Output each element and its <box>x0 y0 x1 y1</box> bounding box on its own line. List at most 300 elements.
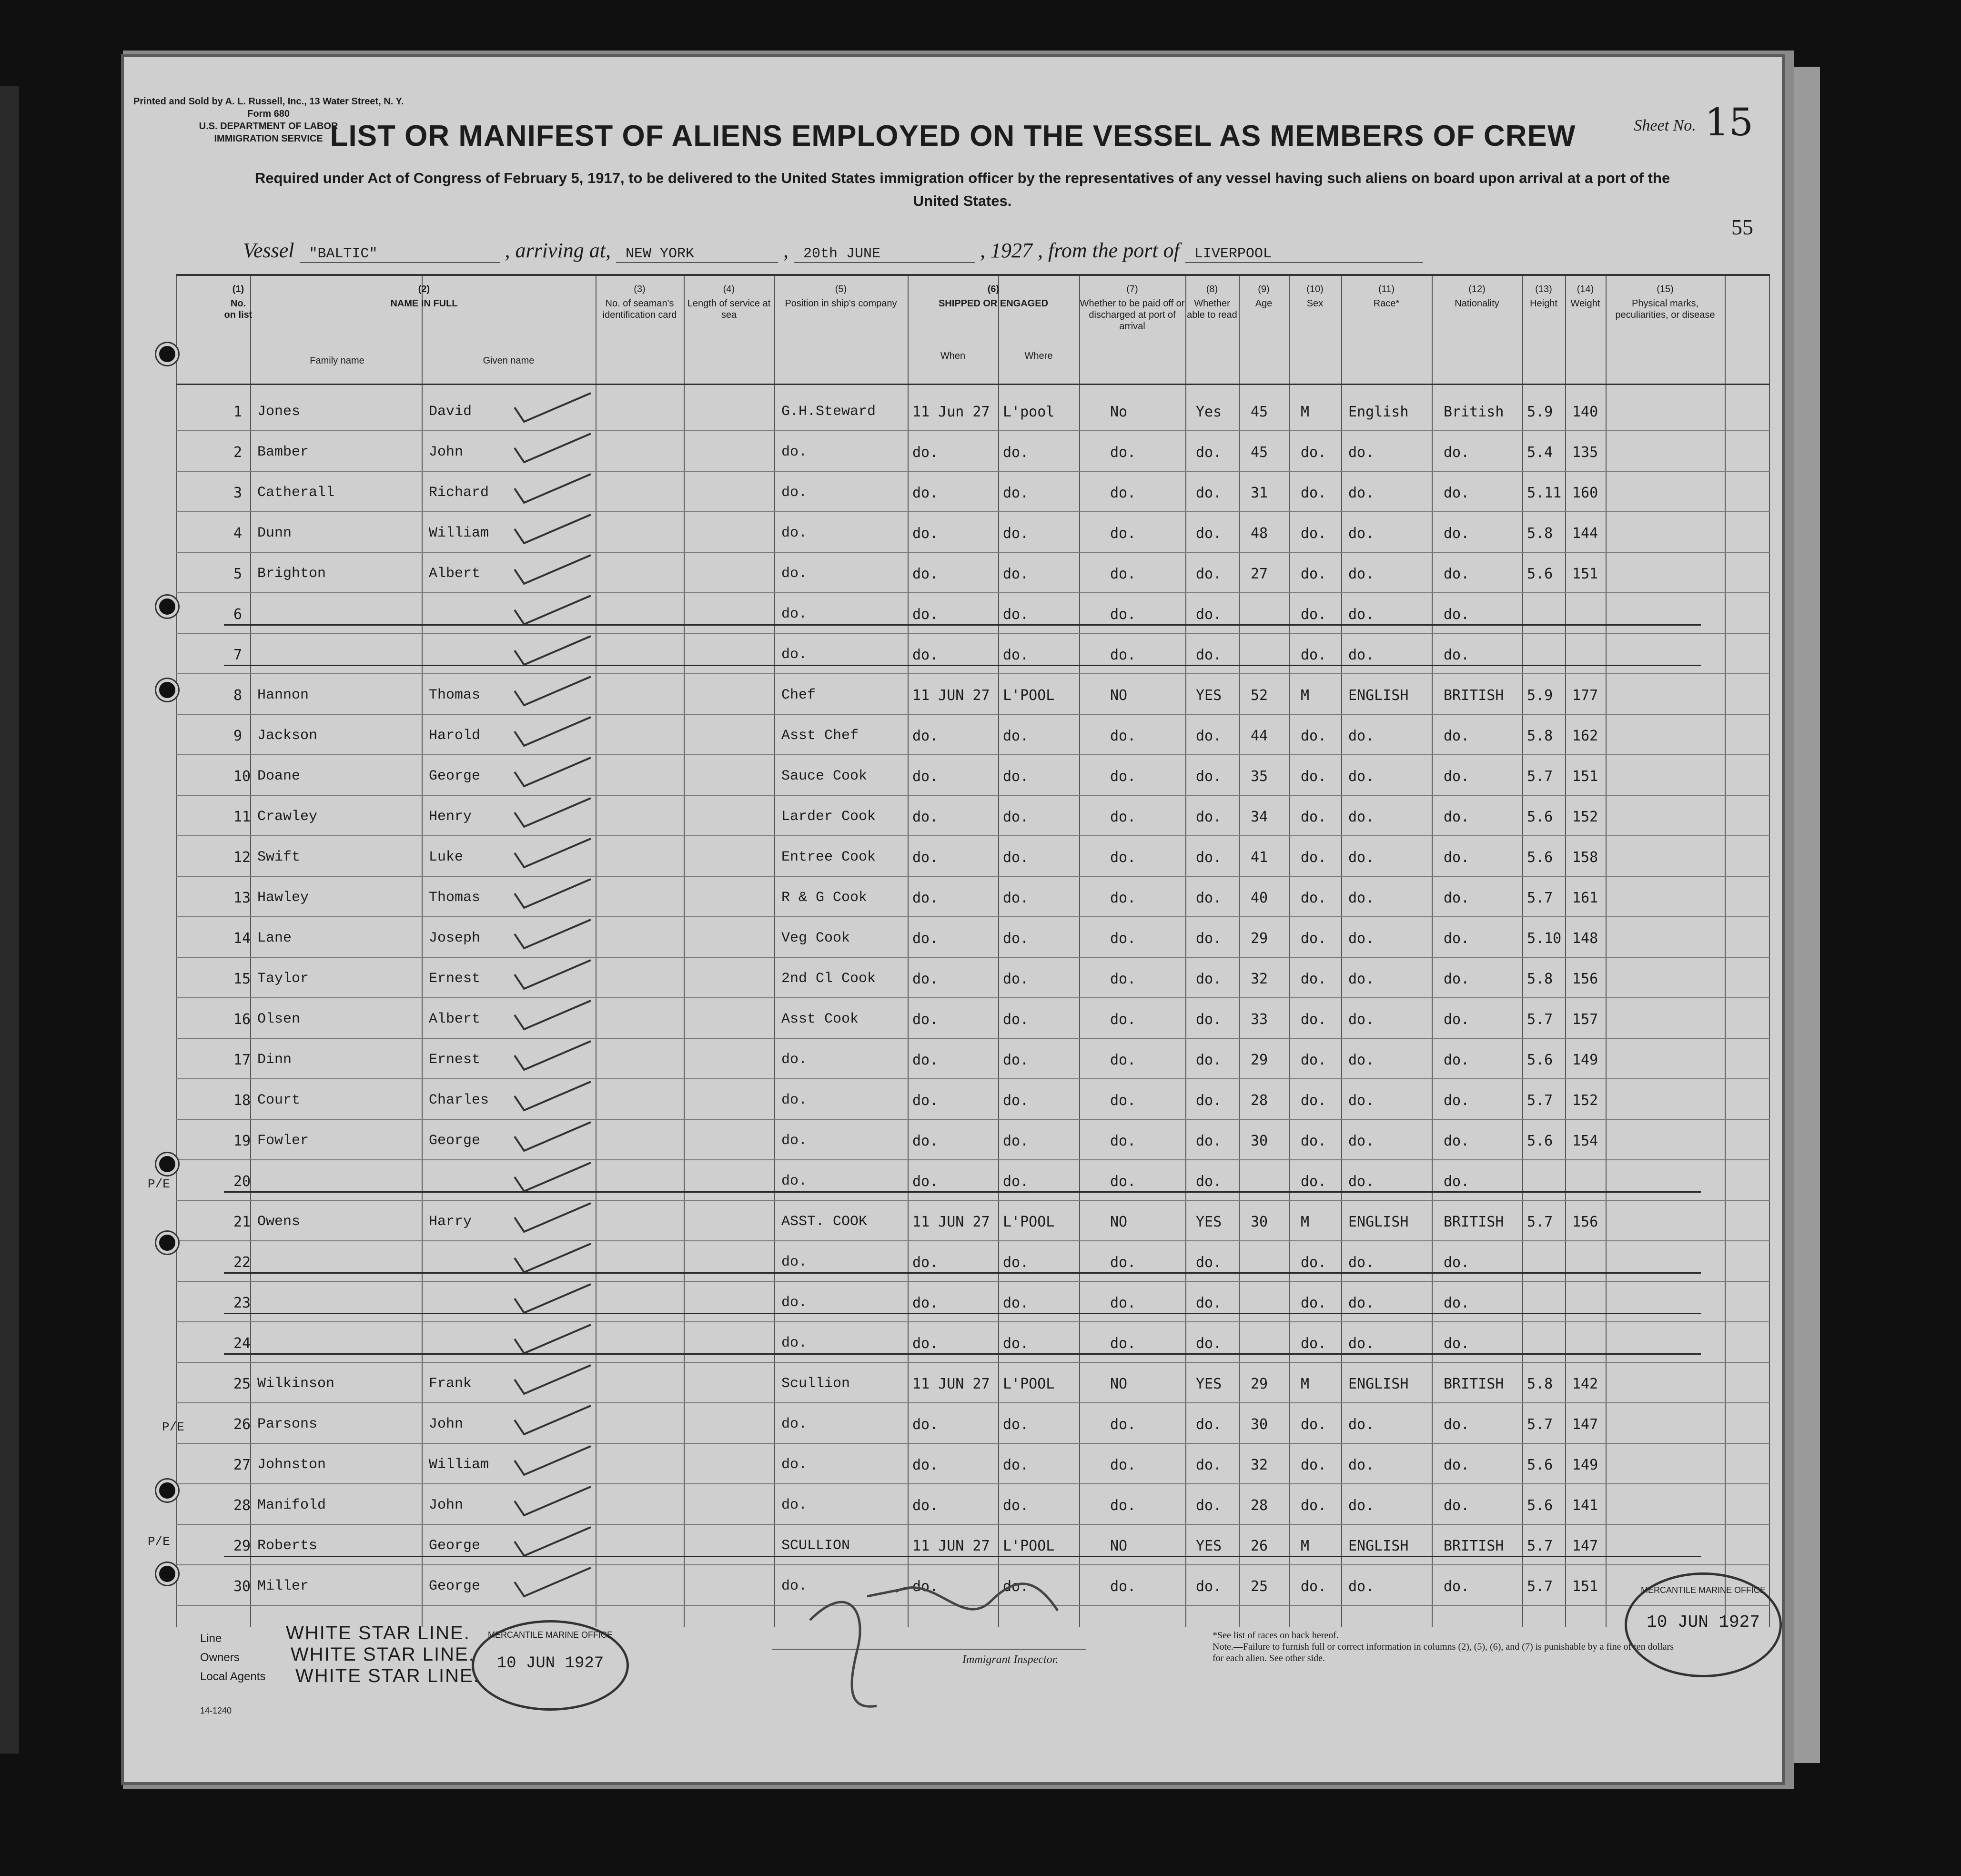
sex: do. <box>1301 647 1327 663</box>
row-rule <box>176 511 1770 512</box>
strike-through-line <box>224 1313 1701 1314</box>
check-mark-icon <box>510 996 596 1034</box>
position: Veg Cook <box>781 930 850 946</box>
sex: do. <box>1301 809 1327 825</box>
given-name: George <box>429 1538 481 1554</box>
position: do. <box>781 566 808 582</box>
vessel-name: "BALTIC" <box>300 246 500 263</box>
height: 5.11 <box>1527 485 1562 501</box>
family-name: Owens <box>257 1214 301 1230</box>
position: SCULLION <box>781 1538 850 1554</box>
check-mark-icon <box>510 510 596 548</box>
given-name: Harold <box>429 728 481 744</box>
given-name: William <box>429 1457 489 1473</box>
family-name: Bamber <box>257 444 309 460</box>
header-id-card: (3) No. of seaman's identification card <box>602 284 677 320</box>
family-name: Taylor <box>257 971 309 987</box>
header-position: (5) Position in ship's company <box>785 284 897 309</box>
given-name: John <box>429 444 464 460</box>
family-name: Jackson <box>257 728 318 744</box>
shipped-when: 11 JUN 27 <box>912 1376 990 1392</box>
able-to-read: do. <box>1196 768 1222 785</box>
row-number: 29 <box>233 1538 251 1554</box>
shipped-when: do. <box>912 1578 939 1595</box>
sheet-value: 15 <box>1705 100 1753 144</box>
paid-off: do. <box>1110 1254 1136 1271</box>
position: R & G Cook <box>781 890 868 906</box>
shipped-when: do. <box>912 809 939 825</box>
position: do. <box>781 1173 808 1189</box>
owners-stamp: WHITE STAR LINE. <box>291 1644 475 1665</box>
check-mark-icon <box>510 469 596 507</box>
family-name: Hawley <box>257 890 309 906</box>
sex: M <box>1301 404 1310 420</box>
table-row <box>176 758 1770 795</box>
row-rule <box>176 1119 1770 1120</box>
height: 5.10 <box>1527 930 1562 947</box>
check-mark-icon <box>510 1279 596 1318</box>
nationality: do. <box>1444 1497 1470 1514</box>
sex: M <box>1301 1538 1310 1554</box>
check-mark-icon <box>510 1117 596 1156</box>
weight: 154 <box>1572 1133 1598 1149</box>
row-rule <box>176 1281 1770 1282</box>
header-sex: (10) Sex <box>1306 284 1324 309</box>
paid-off: No <box>1110 404 1128 420</box>
from-label: , from the port of <box>1037 239 1180 262</box>
given-name: Harry <box>429 1214 472 1230</box>
row-number: 19 <box>233 1133 251 1149</box>
paid-off: do. <box>1110 768 1136 785</box>
shipped-where: do. <box>1003 566 1029 582</box>
sex: do. <box>1301 1295 1327 1311</box>
row-rule <box>176 1200 1770 1201</box>
table-row <box>176 555 1770 592</box>
race: do. <box>1348 444 1375 461</box>
race: English <box>1348 404 1409 420</box>
table-row <box>176 1203 1770 1240</box>
header-shipped: (6) SHIPPED OR ENGAGED <box>938 284 1049 309</box>
weight: 149 <box>1572 1052 1598 1068</box>
table-row <box>176 1325 1770 1362</box>
able-to-read: do. <box>1196 1497 1222 1514</box>
row-rule <box>176 957 1770 958</box>
able-to-read: do. <box>1196 444 1222 461</box>
paid-off: do. <box>1110 728 1136 744</box>
shipped-when: 11 JUN 27 <box>912 1214 990 1230</box>
nationality: do. <box>1444 1133 1470 1149</box>
sex: do. <box>1301 1416 1327 1433</box>
row-rule <box>176 592 1770 593</box>
header-family-name: Family name <box>310 355 364 366</box>
family-name: Jones <box>257 404 301 420</box>
nationality: do. <box>1444 728 1470 744</box>
position: do. <box>781 444 808 460</box>
given-name: John <box>429 1416 464 1432</box>
race: do. <box>1348 1092 1375 1109</box>
sex: do. <box>1301 1497 1327 1514</box>
able-to-read: YES <box>1196 1538 1222 1554</box>
header-where: Where <box>1024 351 1053 361</box>
service-name: IMMIGRATION SERVICE <box>214 133 323 144</box>
family-name: Hannon <box>257 687 309 703</box>
weight: 162 <box>1572 728 1598 744</box>
table-row <box>176 1163 1770 1200</box>
binding-hole <box>156 596 178 618</box>
row-number: 17 <box>233 1052 251 1068</box>
check-mark-icon <box>510 429 596 467</box>
family-name: Dinn <box>257 1052 292 1068</box>
given-name: Ernest <box>429 1052 481 1068</box>
position: Chef <box>781 687 816 703</box>
given-name: Thomas <box>429 890 481 906</box>
manifest-page <box>124 57 1782 1782</box>
shipped-where: do. <box>1003 606 1029 623</box>
nationality: do. <box>1444 930 1470 947</box>
header-length-service: (4) Length of service at sea <box>687 284 771 320</box>
check-mark-icon <box>510 1522 596 1561</box>
check-mark-icon <box>510 1482 596 1520</box>
page-edge-left <box>0 86 19 1754</box>
race: do. <box>1348 1173 1375 1190</box>
vessel-label: Vessel <box>243 239 294 262</box>
table-row <box>176 515 1770 552</box>
binding-hole <box>156 1232 178 1254</box>
nationality: do. <box>1444 525 1470 542</box>
able-to-read: do. <box>1196 1092 1222 1109</box>
sex: M <box>1301 1376 1310 1392</box>
given-name: George <box>429 1578 481 1594</box>
sex: do. <box>1301 849 1327 866</box>
age: 28 <box>1251 1092 1268 1109</box>
binding-hole <box>156 343 178 365</box>
weight: 158 <box>1572 849 1598 866</box>
given-name: Joseph <box>429 930 481 946</box>
paid-off: do. <box>1110 647 1136 663</box>
race: do. <box>1348 849 1375 866</box>
race: do. <box>1348 1254 1375 1271</box>
position: do. <box>781 1335 808 1351</box>
shipped-where: L'POOL <box>1003 687 1055 704</box>
nationality: do. <box>1444 890 1470 906</box>
row-number: 12 <box>233 849 251 866</box>
strike-through-line <box>224 1272 1701 1274</box>
family-name: Roberts <box>257 1538 318 1554</box>
race: do. <box>1348 1457 1375 1473</box>
check-mark-icon <box>510 1198 596 1237</box>
given-name: Frank <box>429 1376 472 1392</box>
race: ENGLISH <box>1348 1538 1409 1554</box>
shipped-when: do. <box>912 1254 939 1271</box>
row-number: 26 <box>233 1416 251 1433</box>
able-to-read: do. <box>1196 1011 1222 1028</box>
sex: do. <box>1301 485 1327 501</box>
header-height: (13) Height <box>1530 284 1557 309</box>
weight: 149 <box>1572 1457 1598 1473</box>
row-rule <box>176 1078 1770 1079</box>
row-number: 1 <box>233 404 243 420</box>
shipped-where: do. <box>1003 525 1029 542</box>
nationality: do. <box>1444 606 1470 623</box>
row-rule <box>176 795 1770 796</box>
sex: do. <box>1301 890 1327 906</box>
age: 27 <box>1251 566 1268 582</box>
shipped-when: do. <box>912 728 939 744</box>
weight: 140 <box>1572 404 1598 420</box>
paid-off: do. <box>1110 849 1136 866</box>
document-title: LIST OR MANIFEST OF ALIENS EMPLOYED ON THE VESSEL AS MEMBERS OF CREW <box>330 120 1576 152</box>
sex: do. <box>1301 1052 1327 1068</box>
form-code: 14-1240 <box>200 1706 232 1715</box>
family-name: Wilkinson <box>257 1376 335 1392</box>
sex: do. <box>1301 768 1327 785</box>
shipped-when: do. <box>912 1173 939 1190</box>
strike-through-line <box>224 1191 1701 1193</box>
shipped-where: do. <box>1003 485 1029 501</box>
age: 25 <box>1251 1578 1268 1595</box>
race: do. <box>1348 890 1375 906</box>
position: do. <box>781 1416 808 1432</box>
paid-off: do. <box>1110 1335 1136 1352</box>
row-number: 11 <box>233 809 251 825</box>
row-rule <box>176 673 1770 674</box>
height: 5.7 <box>1527 1092 1553 1109</box>
pe-mark: P/E <box>148 1177 170 1191</box>
race: do. <box>1348 1295 1375 1311</box>
check-mark-icon <box>510 712 596 750</box>
height: 5.8 <box>1527 971 1553 987</box>
check-mark-icon <box>510 1563 596 1601</box>
race: do. <box>1348 647 1375 663</box>
table-row <box>176 474 1770 511</box>
row-number: 6 <box>233 606 243 623</box>
position: do. <box>781 1457 808 1473</box>
row-rule <box>176 430 1770 431</box>
row-rule <box>176 1159 1770 1160</box>
row-rule <box>176 471 1770 472</box>
height: 5.7 <box>1527 1214 1553 1230</box>
age: 41 <box>1251 849 1268 866</box>
paid-off: do. <box>1110 1052 1136 1068</box>
able-to-read: do. <box>1196 1578 1222 1595</box>
header-physical-marks: (15) Physical marks, peculiarities, or disease <box>1615 284 1715 320</box>
able-to-read: do. <box>1196 566 1222 582</box>
binding-hole <box>156 1563 178 1585</box>
paid-off: do. <box>1110 525 1136 542</box>
shipped-when: do. <box>912 1052 939 1068</box>
position: G.H.Steward <box>781 404 876 420</box>
shipped-where: do. <box>1003 890 1029 906</box>
race: ENGLISH <box>1348 687 1409 704</box>
nationality: do. <box>1444 566 1470 582</box>
sex: do. <box>1301 1254 1327 1271</box>
department-name: U.S. DEPARTMENT OF LABOR <box>199 121 338 132</box>
table-row <box>176 1284 1770 1321</box>
able-to-read: do. <box>1196 485 1222 501</box>
header-given-name: Given name <box>483 355 535 366</box>
nationality: do. <box>1444 485 1470 501</box>
weight: 141 <box>1572 1497 1598 1514</box>
check-mark-icon <box>510 1360 596 1399</box>
position: do. <box>781 485 808 501</box>
age: 45 <box>1251 444 1268 461</box>
height: 5.7 <box>1527 890 1553 906</box>
nationality: do. <box>1444 1011 1470 1028</box>
race: do. <box>1348 728 1375 744</box>
nationality: do. <box>1444 444 1470 461</box>
table-row <box>176 839 1770 876</box>
position: ASST. COOK <box>781 1214 868 1230</box>
age: 48 <box>1251 525 1268 542</box>
shipped-where: L'POOL <box>1003 1376 1055 1392</box>
able-to-read: YES <box>1196 1214 1222 1230</box>
check-mark-icon <box>510 631 596 669</box>
able-to-read: do. <box>1196 1295 1222 1311</box>
row-rule <box>176 997 1770 998</box>
height: 5.7 <box>1527 1416 1553 1433</box>
header-race: (11) Race* <box>1373 284 1400 309</box>
shipped-when: do. <box>912 890 939 906</box>
age: 33 <box>1251 1011 1268 1028</box>
given-name: George <box>429 768 481 784</box>
age: 28 <box>1251 1497 1268 1514</box>
position: do. <box>781 525 808 541</box>
shipped-where: L'pool <box>1003 404 1055 420</box>
shipped-when: 11 JUN 27 <box>912 687 990 704</box>
printer-line: Printed and Sold by A. L. Russell, Inc., 13 Water Street, N. Y. <box>133 96 404 107</box>
family-name: Catherall <box>257 485 335 501</box>
sex: do. <box>1301 566 1327 582</box>
mercantile-stamp-left: MERCANTILE MARINE OFFICE 10 JUN 1927 <box>472 1620 629 1711</box>
height: 5.6 <box>1527 1052 1553 1068</box>
sex: do. <box>1301 1011 1327 1028</box>
row-number: 9 <box>233 728 243 744</box>
position: Entree Cook <box>781 849 876 865</box>
row-rule <box>176 552 1770 553</box>
age: 44 <box>1251 728 1268 744</box>
shipped-where: do. <box>1003 444 1029 461</box>
departure-port: LIVERPOOL <box>1185 246 1423 263</box>
shipped-where: L'POOL <box>1003 1538 1055 1554</box>
paid-off: do. <box>1110 606 1136 623</box>
shipped-where: do. <box>1003 1133 1029 1149</box>
shipped-where: do. <box>1003 1457 1029 1473</box>
table-row <box>176 798 1770 835</box>
shipped-when: do. <box>912 647 939 663</box>
age: 32 <box>1251 971 1268 987</box>
row-number: 18 <box>233 1092 251 1109</box>
height: 5.6 <box>1527 1457 1553 1473</box>
agents-stamp: WHITE STAR LINE. <box>295 1665 480 1686</box>
row-number: 23 <box>233 1295 251 1311</box>
shipped-when: do. <box>912 1457 939 1473</box>
sex: M <box>1301 687 1310 704</box>
shipped-when: do. <box>912 444 939 461</box>
weight: 177 <box>1572 687 1598 704</box>
paid-off: do. <box>1110 1173 1136 1190</box>
age: 30 <box>1251 1133 1268 1149</box>
height: 5.6 <box>1527 849 1553 866</box>
height: 5.9 <box>1527 687 1553 704</box>
shipped-when: do. <box>912 1011 939 1028</box>
able-to-read: do. <box>1196 930 1222 947</box>
check-mark-icon <box>510 1036 596 1075</box>
weight: 156 <box>1572 971 1598 987</box>
check-mark-icon <box>510 1401 596 1439</box>
shipped-when: do. <box>912 1335 939 1352</box>
race: do. <box>1348 1335 1375 1352</box>
sheet-label: Sheet No. <box>1634 117 1696 134</box>
nationality: do. <box>1444 647 1470 663</box>
strike-through-line <box>224 624 1701 626</box>
race: do. <box>1348 1133 1375 1149</box>
paid-off: do. <box>1110 809 1136 825</box>
row-rule <box>176 916 1770 917</box>
given-name: George <box>429 1133 481 1149</box>
shipped-when: do. <box>912 606 939 623</box>
weight: 147 <box>1572 1416 1598 1433</box>
shipped-when: do. <box>912 1133 939 1149</box>
row-number: 7 <box>233 647 243 663</box>
header-weight: (14) Weight <box>1570 284 1600 309</box>
strike-through-line <box>224 665 1701 666</box>
check-mark-icon <box>510 1320 596 1358</box>
sex: do. <box>1301 525 1327 542</box>
able-to-read: do. <box>1196 890 1222 906</box>
able-to-read: do. <box>1196 971 1222 987</box>
weight: 152 <box>1572 809 1598 825</box>
able-to-read: do. <box>1196 728 1222 744</box>
row-number: 2 <box>233 444 243 461</box>
row-number: 30 <box>233 1578 251 1595</box>
age: 34 <box>1251 809 1268 825</box>
given-name: David <box>429 404 472 420</box>
able-to-read: do. <box>1196 1133 1222 1149</box>
paid-off: do. <box>1110 1416 1136 1433</box>
paid-off: do. <box>1110 1092 1136 1109</box>
table-row <box>176 920 1770 957</box>
weight: 152 <box>1572 1092 1598 1109</box>
header-when: When <box>940 351 966 361</box>
line-stamp: WHITE STAR LINE. <box>286 1622 470 1643</box>
able-to-read: do. <box>1196 809 1222 825</box>
shipped-when: do. <box>912 525 939 542</box>
age: 30 <box>1251 1416 1268 1433</box>
nationality: do. <box>1444 971 1470 987</box>
shipped-where: do. <box>1003 728 1029 744</box>
pe-mark: P/E <box>148 1534 170 1549</box>
race: ENGLISH <box>1348 1376 1409 1392</box>
race: do. <box>1348 809 1375 825</box>
shipped-when: do. <box>912 849 939 866</box>
agents-label: Local Agents <box>200 1670 266 1683</box>
row-rule <box>176 1321 1770 1322</box>
shipped-where: do. <box>1003 1011 1029 1028</box>
row-rule <box>176 754 1770 755</box>
sex: do. <box>1301 1092 1327 1109</box>
sex: do. <box>1301 1457 1327 1473</box>
sex: do. <box>1301 1578 1327 1595</box>
paid-off: do. <box>1110 485 1136 501</box>
paid-off: do. <box>1110 1497 1136 1514</box>
height: 5.6 <box>1527 566 1553 582</box>
row-rule <box>176 835 1770 836</box>
sex: do. <box>1301 728 1327 744</box>
sex: do. <box>1301 930 1327 947</box>
family-name: Miller <box>257 1578 309 1594</box>
binding-hole <box>156 1153 178 1175</box>
table-row <box>176 1001 1770 1038</box>
